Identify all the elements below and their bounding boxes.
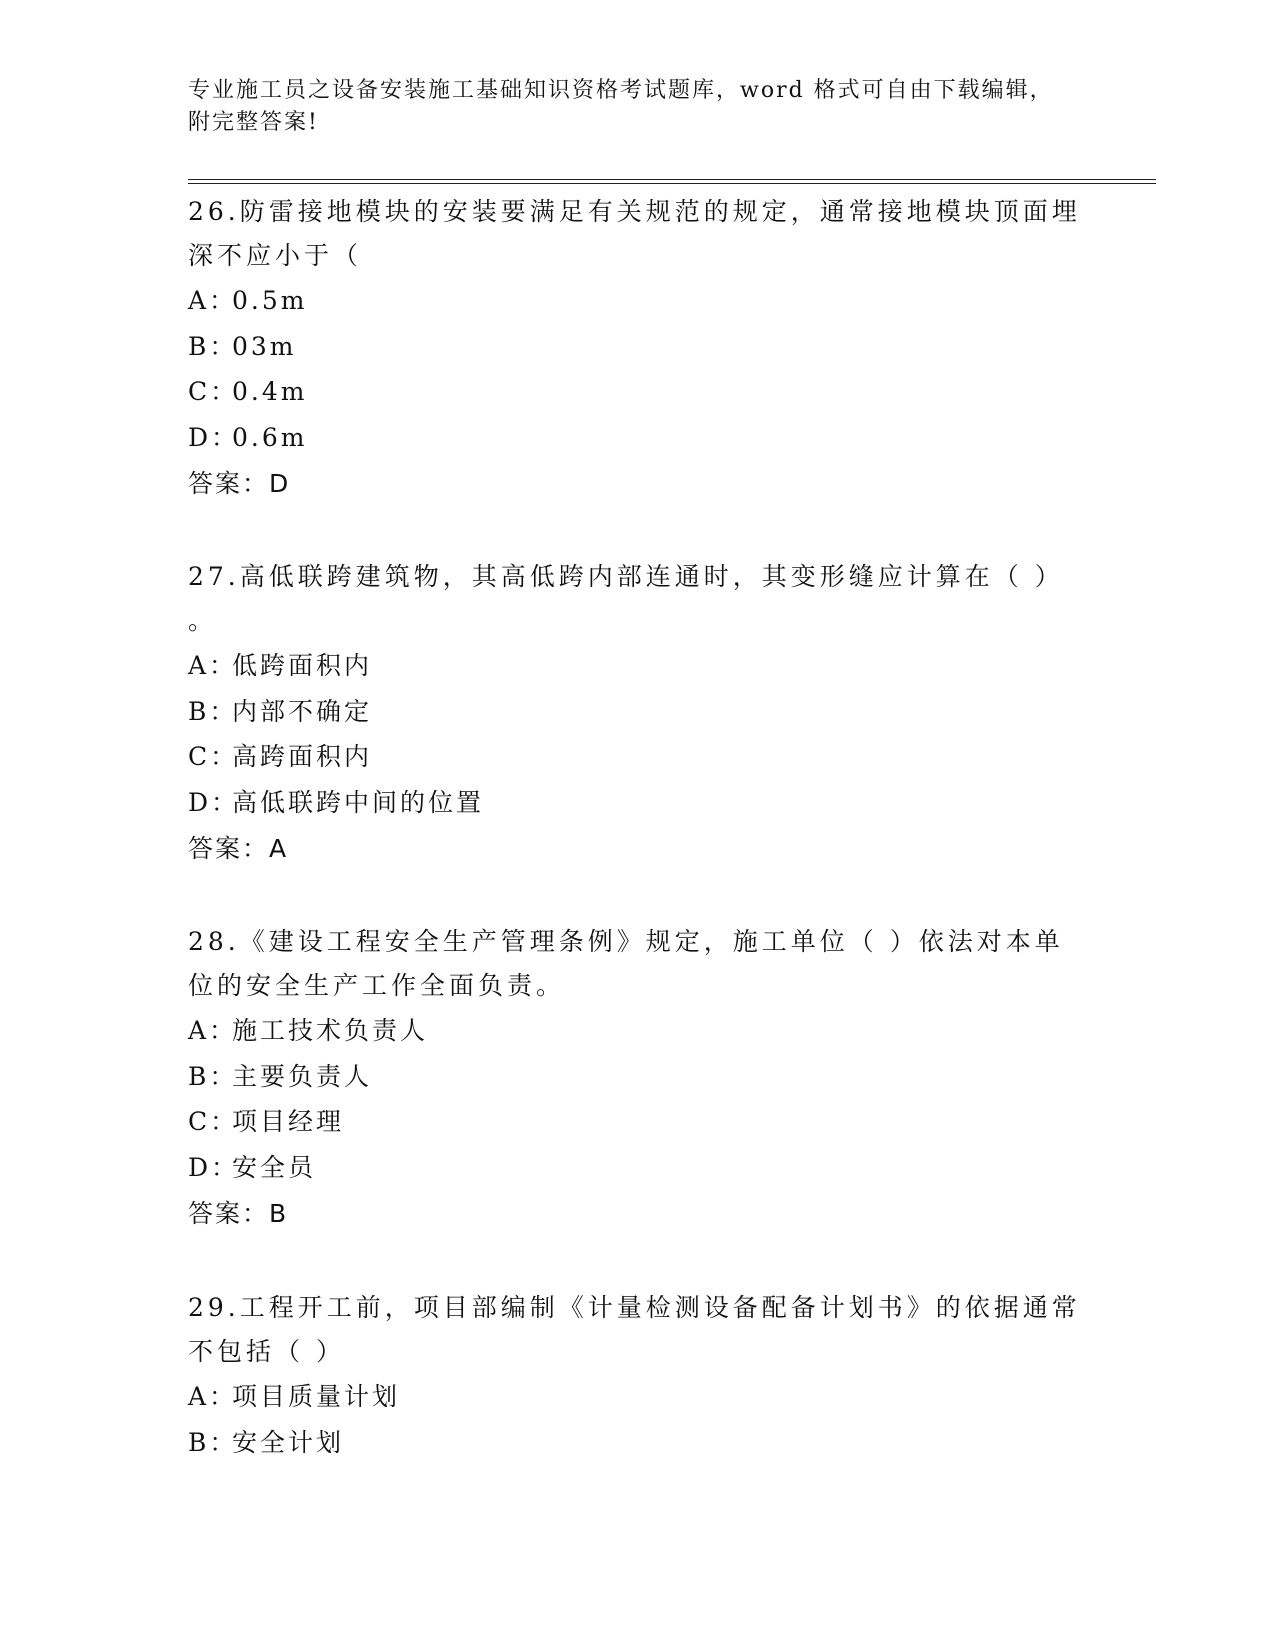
option-d: [188, 1145, 1088, 1191]
question-stem-line-2: 深不应小于（: [188, 241, 363, 270]
option-letter: A：: [188, 651, 238, 680]
question-26: [188, 190, 1088, 507]
option-text: 高低联跨中间的位置: [232, 788, 485, 818]
option-text: 0.6m: [232, 423, 308, 453]
option-letter: B：: [188, 331, 238, 361]
question-stem: [188, 190, 1088, 278]
answer-line: 答案：B: [188, 1198, 289, 1228]
option-text: 0.5m: [232, 286, 308, 315]
option-text: 内部不确定: [232, 696, 373, 726]
option-text: 0.4m: [232, 377, 308, 407]
option-text: 项目经理: [232, 1107, 345, 1137]
question-stem-line-1: 29.工程开工前，项目部编制《计量检测设备配备计划书》的依据通常: [188, 1293, 1081, 1322]
option-b: [188, 1420, 1088, 1466]
question-stem: [188, 555, 1088, 643]
question-27: [188, 555, 1088, 872]
question-stem-line-2: 位的安全生产工作全面负责。: [188, 971, 566, 1000]
option-b: [188, 324, 1088, 370]
option-a: [188, 1008, 1088, 1054]
question-29: [188, 1286, 1088, 1465]
question-stem-line-1: 26.防雷接地模块的安装要满足有关规范的规定，通常接地模块顶面埋: [188, 197, 1081, 226]
option-c: [188, 1099, 1088, 1145]
option-a: [188, 643, 1088, 689]
option-letter: A：: [188, 286, 238, 315]
answer-line: 答案：A: [188, 833, 289, 863]
option-text: 施工技术负责人: [232, 1016, 429, 1045]
option-b: [188, 689, 1088, 735]
option-c: [188, 734, 1088, 780]
option-letter: B：: [188, 1061, 238, 1091]
option-b: [188, 1054, 1088, 1100]
question-28: [188, 920, 1088, 1237]
option-a: [188, 1374, 1088, 1420]
option-text: 高跨面积内: [232, 742, 373, 772]
option-text: 安全计划: [232, 1427, 345, 1457]
option-letter: A：: [188, 1016, 238, 1045]
option-letter: B：: [188, 696, 238, 726]
header-line-1: 专业施工员之设备安装施工基础知识资格考试题库，word 格式可自由下载编辑，: [188, 78, 1054, 103]
answer-line: 答案：D: [188, 468, 291, 498]
option-letter: C：: [188, 742, 239, 772]
option-letter: D：: [188, 788, 240, 818]
question-stem-line-1: 27.高低联跨建筑物，其高低跨内部连通时，其变形缝应计算在（ ）: [188, 562, 1064, 591]
option-a: [188, 278, 1088, 324]
option-letter: C：: [188, 377, 239, 407]
question-stem-line-2: 。: [188, 606, 218, 635]
option-letter: D：: [188, 1153, 240, 1183]
option-text: 低跨面积内: [232, 651, 373, 680]
question-stem-line-1: 28.《建设工程安全生产管理条例》规定，施工单位（ ）依法对本单: [188, 927, 1064, 956]
header-line-2: 附完整答案!: [188, 110, 319, 135]
option-text: 项目质量计划: [232, 1382, 401, 1411]
option-c: [188, 369, 1088, 415]
header-divider-top: [188, 179, 1156, 180]
option-letter: C：: [188, 1107, 239, 1137]
header-divider-bottom: [188, 183, 1156, 184]
question-stem: [188, 920, 1088, 1008]
option-text: 安全员: [232, 1153, 317, 1183]
question-stem-line-2: 不包括（ ）: [188, 1337, 345, 1366]
option-d: [188, 415, 1088, 461]
option-text: 03m: [232, 331, 297, 361]
option-letter: D：: [188, 423, 240, 453]
option-text: 主要负责人: [232, 1061, 373, 1091]
option-letter: A：: [188, 1382, 238, 1411]
option-d: [188, 780, 1088, 826]
document-header: [188, 75, 1068, 139]
option-letter: B：: [188, 1427, 238, 1457]
question-stem: [188, 1286, 1088, 1374]
